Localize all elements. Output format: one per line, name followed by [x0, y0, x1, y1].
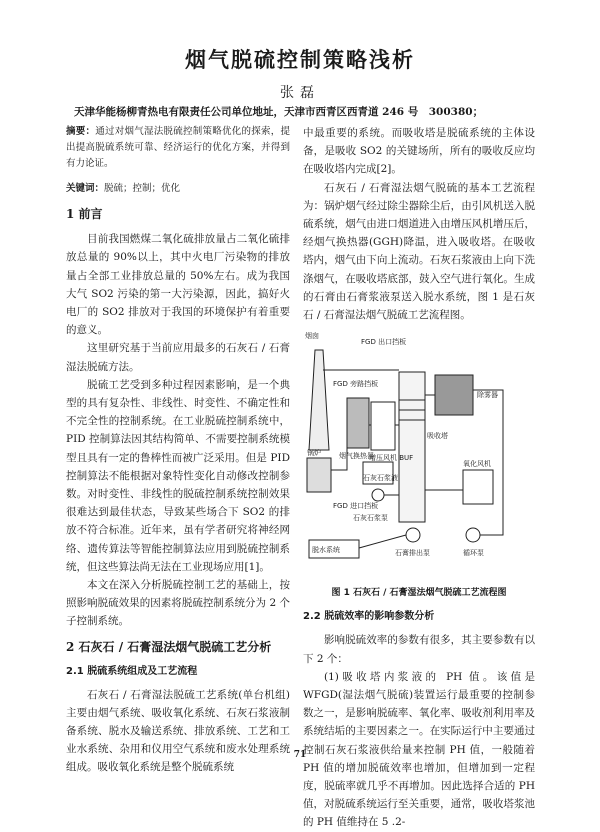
process-flow-diagram [303, 330, 535, 580]
label-ggh: 烟气换热器 [339, 452, 374, 461]
page-number: 71 [293, 750, 307, 760]
slurry-pump-shape [372, 489, 384, 501]
circ-pump-shape [466, 528, 480, 542]
page-title: 烟气脱硫控制策略浅析 [185, 47, 415, 72]
label-dewatering: 脱水系统 [312, 546, 340, 555]
abstract-text: 通过对烟气湿法脱硫控制策略优化的探索，提出提高脱硫系统可靠、经济运行的优化方案，并得到有力论证。 [66, 126, 290, 169]
paragraph: 目前我国燃煤二氧化硫排放量占二氧化硫排放总量的 90%以上，其中火电厂污染物的排放量占全部工业排放总量的 50%左右。成为我国大气 SO2 污染的第一大污染源，因此，搞好火电厂的 SO2 排放对于我国的环境保护有着重要的意义。 [66, 233, 290, 337]
paragraph: 中最重要的系统。而吸收塔是脱硫系统的主体设备，是吸收 SO2 的关键场所，所有的吸收反应均在吸收塔内完成[2]。 [303, 127, 535, 176]
label-demister: 除雾器 [477, 391, 498, 400]
keywords-label: 关键词： [66, 183, 105, 194]
abstract-label: 摘要： [66, 126, 96, 137]
abstract [66, 124, 290, 172]
paragraph: 这里研究基于当前应用最多的石灰石 / 石膏湿法脱硫方法。 [66, 342, 290, 373]
paragraph: 本文在深入分析脱硫控制工艺的基础上，按照影响脱硫效果的因素将脱硫控制系统分为 2 个子控制系统。 [66, 579, 290, 628]
label-gypsum-pump: 石膏排出泵 [395, 549, 430, 558]
keywords-text: 脱硫；控制；优化 [104, 183, 181, 194]
left-column [66, 124, 290, 777]
label-boiler: 锅炉 [307, 449, 321, 458]
section-2-2-heading: 2.2 脱硫效率的影响参数分析 [303, 611, 435, 623]
affiliation: 天津华能杨柳青热电有限责任公司单位地址，天津市西青区西青道 246 号 300380； [74, 106, 484, 118]
section-2-heading: 2 石灰石 / 石膏湿法烟气脱硫工艺分析 [66, 639, 272, 654]
gypsum-pump-shape [406, 528, 420, 542]
label-circ-pump: 循环泵 [463, 549, 484, 558]
author: 张磊 [280, 85, 320, 101]
demister-shape [435, 375, 473, 415]
label-fgd-bypass: FGD 旁路挡板 [333, 380, 379, 389]
right-column [303, 124, 535, 832]
label-slurry-pump: 石灰石浆泵 [353, 514, 388, 523]
boiler-shape [307, 458, 331, 492]
keywords [66, 180, 290, 198]
absorber-shape [399, 372, 425, 522]
label-fgd-out: FGD 出口挡板 [361, 338, 407, 347]
figure-caption: 图 1 石灰石 / 石膏湿法烟气脱硫工艺流程图 [331, 588, 507, 599]
process-flow-figure [303, 330, 535, 580]
section-2-1-heading: 2.1 脱硫系统组成及工艺流程 [66, 665, 198, 677]
label-absorber: 吸收塔 [427, 432, 448, 441]
label-oxidation-fan: 氧化风机 [463, 460, 491, 469]
section-1-heading: 1 前言 [66, 207, 103, 222]
paragraph: 脱硫工艺受到多种过程因素影响，是一个典型的具有复杂性、非线性、时变性、不确定性和不完全性的控制系统。在工业脱硫控制系统中，PID 控制算法因其结构简单、不需要控制系统模型且具有一定的鲁棒性而被广泛采用。但是 PID 控制算法不能根据对象特性变化自动修改控制参数。对时变性、非线性的脱硫控制系统控制效果很难达到最佳状态，导致某些场合下 SO2 的排放不符合标准。近年来，虽有学者研究将神经网络、遗传算法等智能控制算法应用到脱硫控制系统，但这些算法尚无法在工业现场应用[1]。 [66, 378, 290, 573]
paragraph: (1)吸收塔内浆液的 PH 值。该值是 WFGD(湿法烟气脱硫)装置运行最重要的控制参数之一，是影响脱硫率、氧化率、吸收剂利用率及系统结垢的主要因素之一。在实际运行中主要通过控制石灰石浆液供给量来控制 PH 值，一般随着 PH 值的增加脱硫效率也增加，但增加到一定程度，脱硫率就几乎不再增加。因此选择合适的 PH 值，对脱硫系统运行至关重要，通常，吸收塔浆池的 PH 值维持在 5 .2- [303, 670, 535, 829]
chimney-shape [309, 350, 329, 450]
paragraph: 石灰石 / 石膏湿法脱硫工艺系统(单台机组)主要由烟气系统、吸收氧化系统、石灰石浆液制备系统、脱水及输送系统、排放系统、工艺和工业水系统、杂用和仪用空气系统和废水处理系统组成。吸收氧化系统是整个脱硫系统 [66, 688, 290, 774]
label-limestone-tank: 石灰石浆液 [363, 474, 398, 483]
label-fgd-in: FGD 进口挡板 [333, 502, 379, 511]
booster-fan-shape [371, 402, 395, 450]
label-chimney: 烟囱 [305, 332, 319, 341]
oxidation-fan-shape [463, 470, 493, 504]
paragraph: 影响脱硫效率的参数有很多，其主要参数有以下 2 个： [303, 634, 535, 665]
label-booster: 增压风机 BUF [369, 454, 414, 463]
ggh-shape [347, 398, 369, 448]
paragraph: 石灰石 / 石膏湿法烟气脱硫的基本工艺流程为：锅炉烟气经过除尘器除尘后，由引风机送入脱硫系统，烟气由进口烟道进入由增压风机增压后，经烟气换热器(GGH)降温，进入吸收塔。在吸收塔内，烟气由下向上流动。石灰石浆液由上向下洗涤烟气，在吸收塔底部，鼓入空气进行氧化。生成的石膏由石膏浆液泵送入脱水系统，图 1 是石灰石 / 石膏湿法烟气脱硫工艺流程图。 [303, 181, 535, 322]
